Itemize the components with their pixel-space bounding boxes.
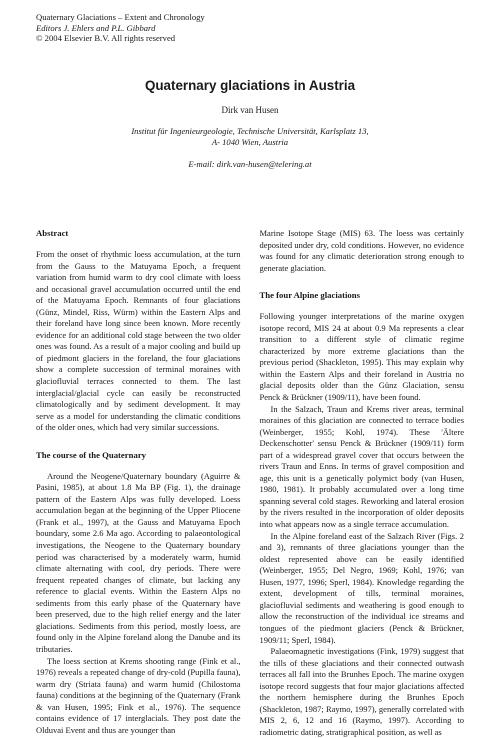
- affiliation-line-2: A- 1040 Wien, Austria: [211, 137, 289, 148]
- right-column: [260, 228, 465, 738]
- alpine-glaciations-heading: The four Alpine glaciations: [259, 290, 360, 301]
- abstract-text: From the onset of rhythmic loess accumulation, at the turn from the Gauss to the Matuyama Epoch, a frequent variation from humid warm to dry cool climate with loess and occasional gravel accumulation occurred until the end of the Matuyama Epoch. Remnants of four glaciations (Günz, Mindel, Riss, Würm) within the Eastern Alps and their foreland have long since been known. More recently evidence for an additional cold stage between the two older ones was found. As a result of a major cooling and build up of piedmont glaciers in the foreland, the four glaciations show a complete succession of terminal moraines with glaciofluvial terraces connected to them. The last interglacial/glacial cycle can easily be reconstructed climatologically and by sediment development. It may serve as a model for understanding the climatic conditions of the older ones, which had very similar successions.: [36, 249, 241, 433]
- alpine-paragraph-4: Palaeomagnetic investigations (Fink, 1979) suggest that the tills of these glaciations and their connected outwash terraces all fall into the Brunhes Epoch. The marine oxygen isotope record suggests that four major glaciations affected the northern hemisphere during the Brunhes Epoch (Shackleton, 1987; Raymo, 1997), generally correlated with MIS 2, 6, 12 and 16 (Raymo, 1997). According to radiometric dating, stratigraphical position, as well as: [259, 646, 464, 737]
- continuation-paragraph: Marine Isotope Stage (MIS) 63. The loess was certainly deposited under dry, cold conditions. However, no evidence was found for any climatic deterioration strong enough to generate glaciation.: [259, 228, 464, 273]
- alpine-paragraph-2: In the Salzach, Traun and Krems river areas, terminal moraines of this glaciation are connected to terrace bodies (Weinberger, 1955; Kohl, 1974). These 'Ältere Deckenschotter' sensu Penck & Brückner (1909/11) form part of a widespread gravel cover that occurs between the rivers Traun and Enns. In terms of gravel composition and age, this unit is a genetically polymict body (van Husen, 1980, 1981). It probably accumulated over a long time spanning several cold stages. Reworking and lateral erosion by the rivers resulted in the incorporation of older deposits into what appears now as a single terrace accumulation.: [259, 403, 464, 530]
- affiliation: [36, 126, 464, 149]
- alpine-paragraph-1: Following younger interpretations of the marine oxygen isotope record, MIS 24 at about 0.9 Ma represents a clear transition to a different style of climatic regime characterized by more extreme glaciations than the previous period (Shackleton, 1995). This may explain why within the Eastern Alps and their foreland in Austria no glacial deposits older than the Günz Glaciation, sensu Penck & Brückner (1909/11), have been found.: [259, 311, 464, 403]
- editors-line: Editors J. Ehlers and P.L. Gibbard: [36, 22, 156, 33]
- publication-header: [36, 12, 464, 44]
- book-title: Quaternary Glaciations – Extent and Chronology: [36, 12, 205, 22]
- course-paragraph-2: The loess section at Krems shooting range (Fink et al., 1976) reveals a repeated change of dry-cold (Pupilla fauna), warm dry (Striata fauna) and warm humid (Chilostoma fauna) conditions at the beginning of the Quaternary (Frank & van Husen, 1995; Fink et al., 1976). The sequence contains evidence of 17 interglacials. They post date the Olduvai Event and thus are younger than: [36, 655, 241, 735]
- paper-title: Quaternary glaciations in Austria: [144, 77, 356, 93]
- affiliation-line-1: Institut für Ingenieurgeologie, Technische Universität, Karlsplatz 13,: [131, 125, 369, 136]
- copyright-line: © 2004 Elsevier B.V. All rights reserved: [36, 33, 176, 44]
- alpine-paragraph-3: In the Alpine foreland east of the Salzach River (Figs. 2 and 3), remnants of three glaciations younger than the oldest represented above can be easily identified (Weinberger, 1955; Del Negro, 1969; Kohl, 1976; van Husen, 1977, 1996; Sperl, 1984). Knowledge regarding the extent, development of tills, terminal moraines, glaciofluvial sediments and weathering is good enough to allow the reconstruction of the individual ice streams and tongues of the piedmont glaciers (Penck & Brückner, 1909/11; Sperl, 1984).: [259, 530, 464, 645]
- course-paragraph-1: Around the Neogene/Quaternary boundary (Aguirre & Pasini, 1985), at about 1.8 Ma BP (Fig. 1), the drainage pattern of the Eastern Alps was fully developed. Loess accumulation began at the beginning of the Upper Pliocene (Frank et al., 1997), at the Gauss and Matuyama Epoch boundary, some 2.6 Ma ago. According to palaeontological investigations, the Neogene to the Quaternary boundary period was characterised by a moderately warm, humid climate alternating with cool, dry periods. There were frequent repeated changes of climate, but lacking any reference to glacial events. Within the Eastern Alps no sediments from this early phase of the Quaternary have been preserved, due to the high relief energy and the later glaciations. Sediments from this period, mostly loess, are found only in the Alpine foreland along the Danube and its tributaries.: [36, 470, 241, 654]
- author-name: Dirk van Husen: [221, 104, 279, 115]
- author-email: E-mail: dirk.van-husen@telering.at: [188, 159, 312, 170]
- body-columns: [36, 228, 464, 738]
- left-column: [36, 228, 241, 738]
- abstract-heading: Abstract: [36, 228, 69, 238]
- course-heading: The course of the Quaternary: [36, 449, 147, 460]
